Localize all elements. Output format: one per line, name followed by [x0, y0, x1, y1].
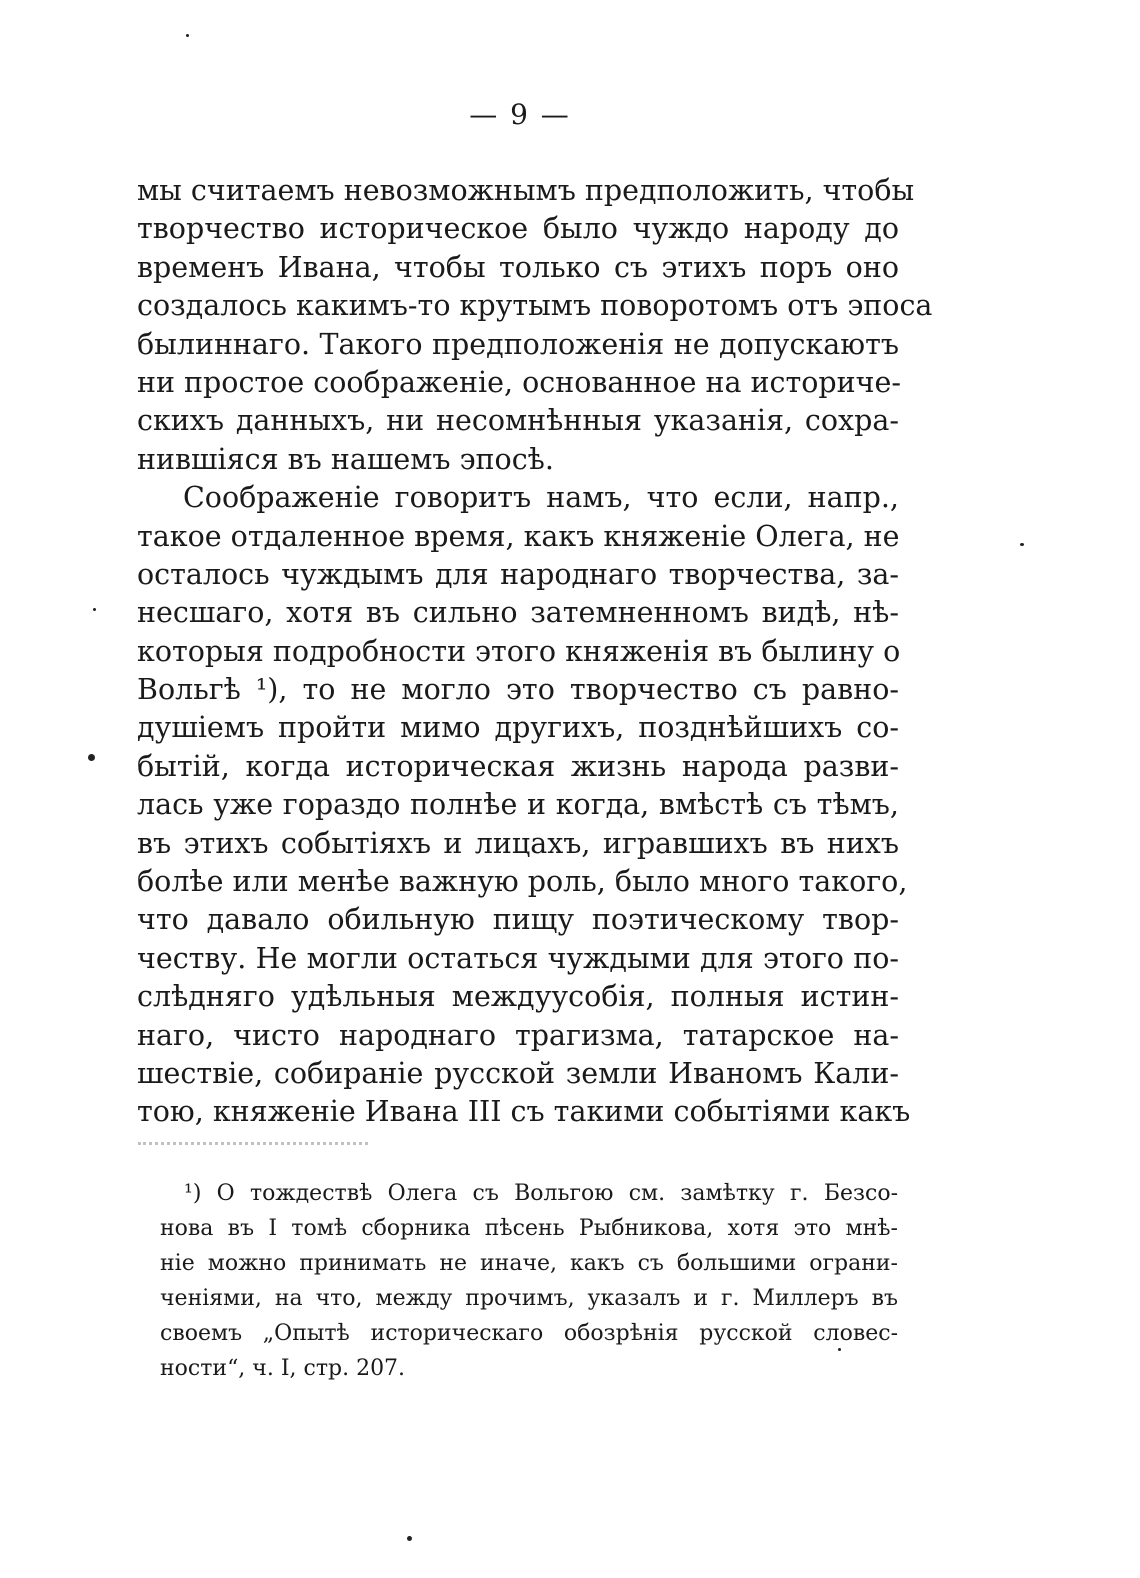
footnote [160, 1176, 898, 1386]
scan-speck [186, 34, 189, 37]
body-line: скихъ данныхъ, ни несомнѣнныя указанія, сохра- [137, 404, 899, 438]
scan-speck [88, 754, 95, 761]
body-line: Соображеніе говоритъ намъ, что если, напр., [183, 481, 899, 515]
body-line: наго, чисто народнаго трагизма, татарское на- [137, 1018, 899, 1052]
footnote-separator [138, 1142, 368, 1151]
body-line: создалось какимъ-то крутымъ поворотомъ отъ эпоса [137, 289, 933, 323]
body-line: въ этихъ событіяхъ и лицахъ, игравшихъ въ нихъ [137, 826, 899, 860]
body-line: былиннаго. Такого предположенія не допускаютъ [137, 327, 899, 361]
body-line: временъ Ивана, чтобы только съ этихъ поръ оно [137, 250, 899, 284]
body-line: шествіе, собираніе русской земли Иваномъ Кали- [137, 1056, 899, 1090]
body-line: Вольгѣ ¹), то не могло это творчество съ равно- [137, 673, 899, 707]
scan-speck [1020, 543, 1024, 546]
body-text [137, 172, 933, 1132]
body-line: бытій, когда историческая жизнь народа разви- [137, 749, 899, 783]
footnote-line: своемъ „Опытѣ историческаго обозрѣнія русской словес- [160, 1321, 898, 1346]
footnote-line: ности“, ч. I, стр. 207. [160, 1356, 406, 1381]
body-line: лась уже гораздо полнѣе и когда, вмѣстѣ съ тѣмъ, [137, 788, 899, 822]
scan-speck [838, 1348, 841, 1351]
body-line: нившіяся въ нашемъ эпосѣ. [137, 442, 554, 476]
body-line: что давало обильную пищу поэтическому твор- [137, 903, 899, 937]
scan-speck [93, 608, 96, 611]
footnote-line: ченіями, на что, между прочимъ, указалъ и г. Миллеръ въ [160, 1286, 898, 1311]
body-line: слѣдняго удѣльныя междуусобія, полныя истин- [137, 980, 899, 1014]
body-line: такое отдаленное время, какъ княженіе Олега, не [137, 519, 900, 553]
footnote-line: ніе можно принимать не иначе, какъ съ большими ограни- [160, 1251, 898, 1276]
body-line: творчество историческое было чуждо народу до [137, 212, 899, 246]
body-line: душіемъ пройти мимо другихъ, позднѣйшихъ со- [137, 711, 899, 745]
body-line: осталось чуждымъ для народнаго творчества, за- [137, 557, 899, 591]
body-line: которыя подробности этого княженія въ былину о [137, 634, 901, 668]
body-line: болѣе или менѣе важную роль, было много такого, [137, 865, 908, 899]
footnote-line: нова въ I томѣ сборника пѣсень Рыбникова, хотя это мнѣ- [160, 1216, 898, 1241]
footnote-line: ¹) О тождествѣ Олега съ Вольгою см. замѣтку г. Безсо- [184, 1181, 898, 1206]
body-line: тою, княженіе Ивана III съ такими событіями какъ [137, 1095, 911, 1129]
body-line: ни простое соображеніе, основанное на историче- [137, 365, 902, 399]
body-line: мы считаемъ невозможнымъ предположить, чтобы [137, 174, 915, 207]
page-number: — 9 — [469, 98, 571, 131]
scan-speck [407, 1536, 412, 1541]
body-line: несшаго, хотя въ сильно затемненномъ видѣ, нѣ- [137, 596, 899, 630]
body-line: честву. Не могли остаться чуждыми для этого по- [137, 941, 899, 975]
